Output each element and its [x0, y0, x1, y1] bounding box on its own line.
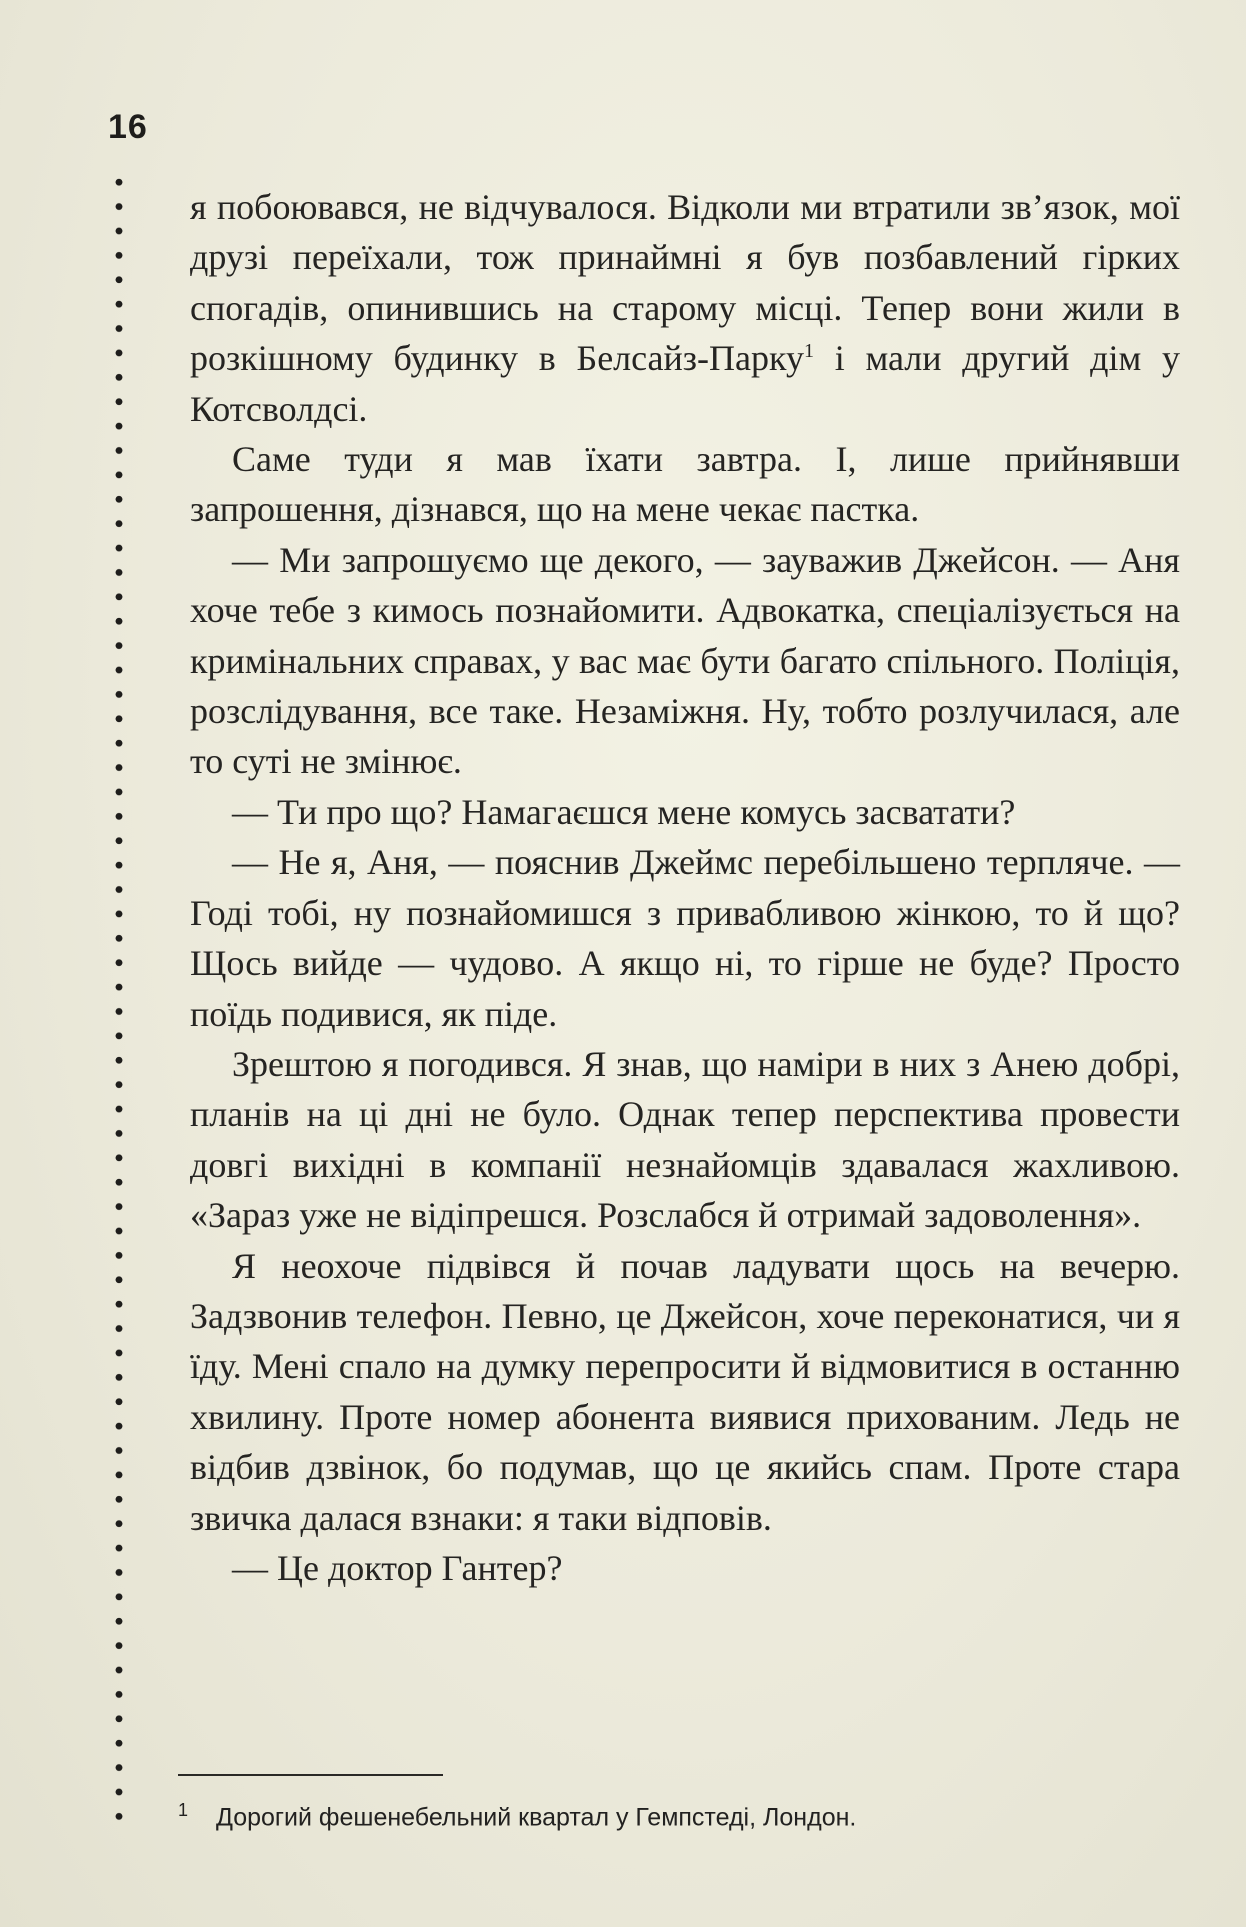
footnote-text: Дорогий фешенебельний квартал у Гемпстеді, Лондон. [216, 1803, 857, 1832]
paragraph: — Не я, Аня, — пояснив Джеймс перебільшено терпляче. — Годі тобі, ну познайомишся з привабливою жінкою, то й що? Щось вийде — чудово. А якщо ні, то гірше не буде? Просто поїдь подивися, як піде. [190, 842, 1180, 1034]
paragraph [190, 182, 1180, 434]
paragraph: — Ти про що? Намагаєшся мене комусь засватати? [232, 791, 1016, 832]
page-number: 16 [108, 108, 148, 146]
footnote [178, 1800, 1168, 1832]
paragraph: Саме туди я мав їхати завтра. І, лише прийнявши запрошення, дізнався, що на мене чекає пастка. [190, 439, 1180, 530]
decorative-dotted-line [112, 170, 126, 1830]
paragraph-text: і мали другий дім у Котсволдсі. [190, 338, 1180, 429]
paragraph: Я неохоче підвівся й почав ладувати щось на вечерю. Задзвонив телефон. Певно, це Джейсон, хоче переконатися, чи я їду. Мені спало на думку перепросити й відмовитися в останню хвилину. Проте номер абонента виявися прихованим. Ледь не відбив дзвінок, бо подумав, що це якийсь спам. Проте стара звичка далася взнаки: я таки відповів. [190, 1245, 1180, 1538]
paragraph-text: я побоювався, не відчувалося. Відколи ми втратили зв’язок, мої друзі переїхали, тож принаймні я був позбавлений гірких спогадів, опинившись на старому місці. Тепер вони жили в розкішному будинку в Белсайз-Парку [190, 187, 1180, 379]
paragraph: Зрештою я погодився. Я знав, що наміри в них з Анею добрі, планів на ці дні не було. Однак тепер перспектива провести довгі вихідні в компанії незнайомців здавалася жахливою. «Зараз уже не відіпрешся. Розслабся й отримай задоволення». [190, 1043, 1180, 1236]
paragraph: — Ми запрошуємо ще декого, — зауважив Джейсон. — Аня хоче тебе з кимось познайомити. Адвокатка, спеціалізується на кримінальних справах, у вас має бути багато спільного. Поліція, розслідування, все таке. Незаміжня. Ну, тобто розлучилася, але то суті не змінює. [190, 539, 1180, 782]
paragraph: — Це доктор Гантер? [232, 1547, 563, 1588]
footnote-divider [178, 1774, 443, 1776]
footnote-mark: 1 [178, 1800, 189, 1820]
footnote-reference: 1 [803, 340, 814, 363]
body-text [190, 182, 1180, 1593]
